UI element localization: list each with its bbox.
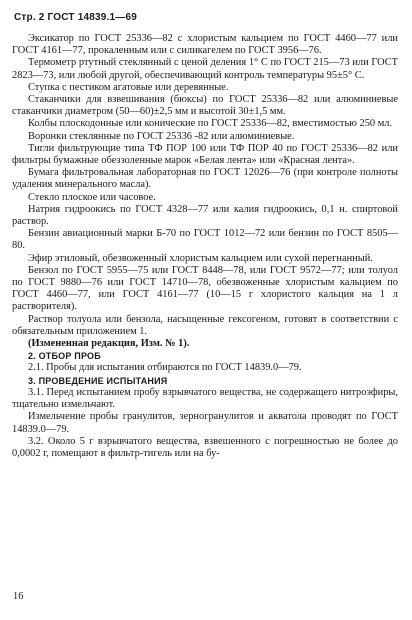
paragraph-benzene: Бензол по ГОСТ 5955—75 или ГОСТ 8448—78, или ГОСТ 9572—77; или толуол по ГОСТ 9880—76 или ГОСТ 14710—78, обезвоженные хлористым кальцием по ГОСТ 4460—77, или ГОСТ 4161—77 (10—15 г хлористого кальция на 1 л растворителя).: [12, 264, 398, 313]
document-body: [12, 33, 398, 460]
paragraph-2-1: 2.1. Пробы для испытания отбираются по ГОСТ 14839.0—79.: [28, 362, 302, 374]
paragraph-ether: Эфир этиловый, обезвоженный хлористым кальцием или сухой перегнанный.: [28, 252, 373, 264]
edition-note: (Измененная редакция, Изм. № 1).: [28, 338, 190, 350]
paragraph-glass: Стекло плоское или часовое.: [28, 191, 156, 203]
paragraph-gasoline: Бензин авиационный марки Б-70 по ГОСТ 1012—72 или бензин по ГОСТ 8505—80.: [12, 228, 398, 252]
paragraph-3-2: 3.2. Около 5 г взрывчатого вещества, взвешенного с погрешностью не более до 0,0002 г, помещают в фильтр-тигель или на бу-: [12, 435, 398, 459]
page-header: Стр. 2 ГОСТ 14839.1—69: [14, 12, 137, 23]
section-title-testing: 3. ПРОВЕДЕНИЕ ИСПЫТАНИЯ: [28, 375, 168, 386]
page-number: 16: [13, 591, 24, 602]
paragraph-hydroxide: Натрия гидроокись по ГОСТ 4328—77 или калия гидроокись, 0,1 н. спиртовой раствор.: [12, 203, 398, 228]
paragraph-solution: Раствор толуола или бензола, насыщенные гексогеном, готовят в соответствии с обязательным приложением 1.: [12, 313, 398, 337]
paragraph-desiccator: Эксикатор по ГОСТ 25336—82 с хлористым кальцием по ГОСТ 4460—77 или ГОСТ 4161—77, прокаленным или с силикагелем по ГОСТ 3956—76.: [12, 33, 398, 57]
paragraph-3-1: 3.1. Перед испытанием пробу взрывчатого вещества, не содержащего нитроэфиры, тщательно измельчают.: [12, 386, 398, 411]
paragraph-weighing-bottles: Стаканчики для взвешивания (бюксы) по ГОСТ 25336—82 или алюминиевые стаканчики диаметром (50—60)±2,5 мм и высотой 30±1,5 мм.: [12, 94, 398, 118]
paragraph-thermometer: Термометр ртутный стеклянный с ценой деления 1° С по ГОСТ 215—73 или ГОСТ 2823—73, или любой другой, обеспечивающий контроль температуры 95±5° С.: [12, 57, 398, 81]
paragraph-mortar: Ступка с пестиком агатовые или деревянные.: [28, 81, 229, 93]
paragraph-crucibles: Тигли фильтрующие типа ТФ ПОР 100 или ТФ ПОР 40 по ГОСТ 25336—82 или фильтры бумажные обеззоленные марок «Белая лента» или «Красная лента».: [12, 142, 398, 167]
section-title-sampling: 2. ОТБОР ПРОБ: [28, 351, 101, 362]
paragraph-flasks: Колбы плоскодонные или конические по ГОСТ 25336—82, вместимостью 250 мл.: [28, 118, 393, 130]
paragraph-grinding: Измельчение пробы гранулитов, зерногранулитов и акватола проводят по ГОСТ 14839.0—79.: [12, 411, 398, 435]
paragraph-funnels: Воронки стеклянные по ГОСТ 25336 -82 или алюминиевые.: [28, 130, 295, 142]
paragraph-filter-paper: Бумага фильтровальная лабораторная по ГОСТ 12026—76 (при контроле полноты удаления минерального масла).: [12, 167, 398, 191]
